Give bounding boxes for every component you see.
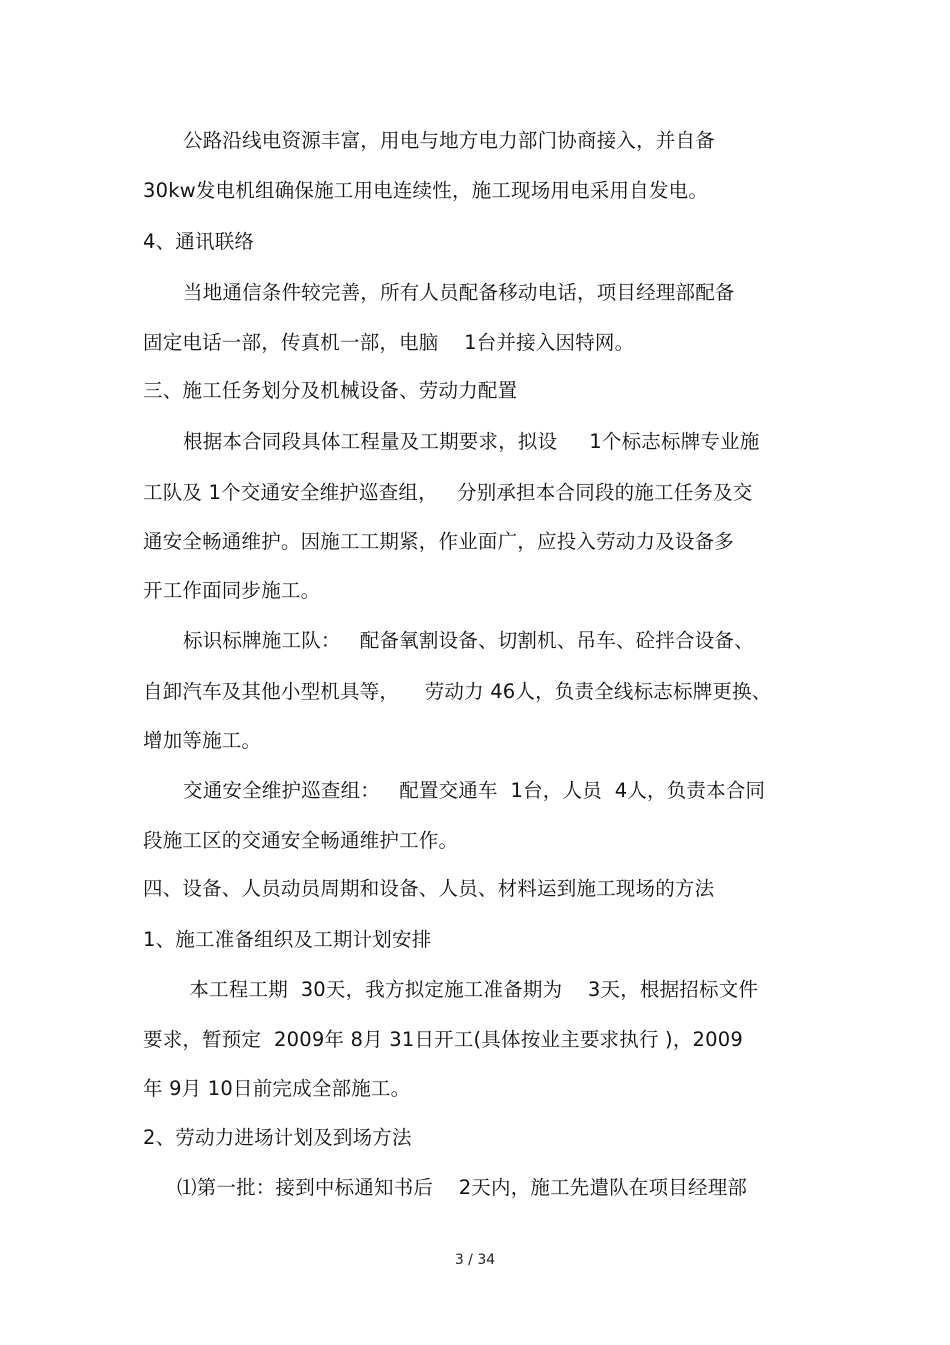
paragraph-line: 交通安全维护巡查组： 配置交通车 1台，人员 4人，负责本合同 bbox=[183, 779, 766, 802]
paragraph-line: 工队及 1个交通安全维护巡查组， 分别承担本合同段的施工任务及交 bbox=[143, 481, 753, 504]
paragraph-line: 根据本合同段具体工程量及工期要求，拟设 1个标志标牌专业施 bbox=[183, 430, 760, 453]
paragraph-line: 当地通信条件较完善，所有人员配备移动电话，项目经理部配备 bbox=[183, 281, 735, 304]
paragraph-line: 公路沿线电资源丰富，用电与地方电力部门协商接入，并自备 bbox=[183, 129, 715, 152]
page-number: 3 / 34 bbox=[454, 1252, 496, 1268]
paragraph-line: 要求，暂预定 2009年 8月 31日开工(具体按业主要求执行 )，2009 bbox=[143, 1028, 743, 1051]
section-heading: 4、通讯联络 bbox=[143, 230, 255, 253]
paragraph-line: 开工作面同步施工。 bbox=[143, 579, 321, 602]
paragraph-line: 增加等施工。 bbox=[143, 729, 262, 752]
paragraph-line: 年 9月 10日前完成全部施工。 bbox=[143, 1077, 411, 1100]
section-heading: 1、施工准备组织及工期计划安排 bbox=[143, 928, 432, 951]
paragraph-line: ⑴第一批：接到中标通知书后 2天内，施工先遣队在项目经理部 bbox=[177, 1176, 748, 1199]
section-heading: 2、劳动力进场计划及到场方法 bbox=[143, 1126, 412, 1149]
section-heading: 三、施工任务划分及机械设备、劳动力配置 bbox=[143, 379, 518, 402]
paragraph-line: 标识标牌施工队： 配备氧割设备、切割机、吊车、砼拌合设备、 bbox=[183, 629, 754, 652]
paragraph-line: 30kw发电机组确保施工用电连续性，施工现场用电采用自发电。 bbox=[143, 179, 709, 202]
paragraph-line: 段施工区的交通安全畅通维护工作。 bbox=[143, 829, 459, 852]
paragraph-line: 自卸汽车及其他小型机具等， 劳动力 46人，负责全线标志标牌更换、 bbox=[143, 680, 772, 703]
section-heading: 四、设备、人员动员周期和设备、人员、材料运到施工现场的方法 bbox=[143, 877, 715, 900]
paragraph-line: 本工程工期 30天，我方拟定施工准备期为 3天，根据招标文件 bbox=[183, 978, 759, 1001]
paragraph-line: 固定电话一部，传真机一部，电脑 1台并接入因特网。 bbox=[143, 331, 635, 354]
paragraph-line: 通安全畅通维护。因施工工期紧，作业面广，应投入劳动力及设备多 bbox=[143, 530, 735, 553]
